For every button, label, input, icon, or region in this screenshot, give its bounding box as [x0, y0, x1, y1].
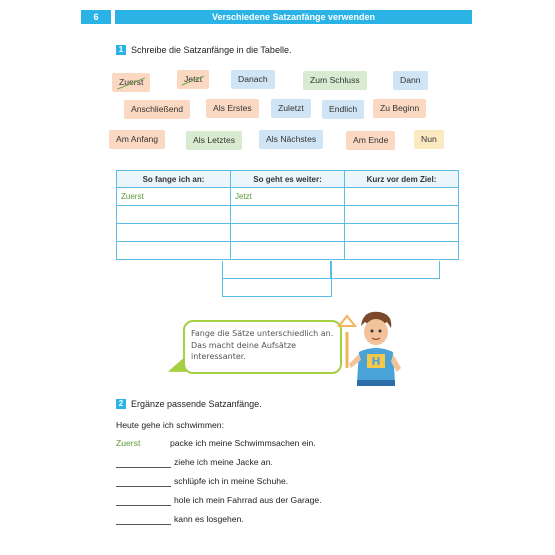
table-row — [117, 224, 459, 242]
page-title: Verschiedene Satzanfänge verwenden — [115, 10, 472, 24]
sentence-line: schlüpfe ich in meine Schuhe. — [174, 476, 289, 486]
word-chip[interactable]: Dann — [393, 71, 428, 90]
word-chip[interactable]: Am Ende — [346, 131, 395, 150]
word-chip[interactable]: Als Nächstes — [259, 130, 323, 149]
table-cell[interactable] — [222, 261, 332, 279]
answer-blank[interactable] — [116, 485, 171, 487]
table-row — [117, 242, 459, 260]
word-chip[interactable]: Zum Schluss — [303, 71, 367, 90]
svg-text:H: H — [371, 355, 381, 368]
column-header-end: Kurz vor dem Ziel: — [345, 171, 459, 188]
word-chip[interactable]: Danach — [231, 70, 275, 89]
table-cell[interactable] — [117, 206, 231, 224]
table-cell[interactable] — [345, 188, 459, 206]
sorting-table — [116, 170, 459, 260]
sentence-line: ziehe ich meine Jacke an. — [174, 457, 273, 467]
word-chip[interactable]: Nun — [414, 130, 444, 149]
word-chip[interactable]: Als Erstes — [206, 99, 259, 118]
column-header-start: So fange ich an: — [117, 171, 231, 188]
sentence-line: packe ich meine Schwimmsachen ein. — [170, 438, 316, 448]
table-cell[interactable] — [231, 242, 345, 260]
word-chip[interactable]: Endlich — [322, 100, 364, 119]
table-row — [117, 206, 459, 224]
sample-answer: Zuerst — [116, 438, 141, 448]
table-row — [117, 188, 459, 206]
task-instruction: Ergänze passende Satzanfänge. — [131, 399, 262, 409]
table-cell[interactable] — [231, 224, 345, 242]
answer-blank[interactable] — [116, 523, 171, 525]
word-chip[interactable]: Jetzt — [177, 70, 209, 89]
table-cell[interactable]: Jetzt — [231, 188, 345, 206]
table-cell[interactable] — [330, 261, 440, 279]
word-chip[interactable]: Zuletzt — [271, 99, 311, 118]
tip-speech-bubble — [183, 320, 342, 374]
task-number: 2 — [116, 399, 126, 409]
word-chip[interactable]: Anschließend — [124, 100, 190, 119]
table-cell[interactable] — [345, 224, 459, 242]
task-instruction: Schreibe die Satzanfänge in die Tabelle. — [131, 45, 292, 55]
word-chip[interactable]: Am Anfang — [109, 130, 165, 149]
table-cell[interactable] — [117, 242, 231, 260]
page-number: 6 — [81, 10, 111, 24]
table-cell[interactable] — [117, 224, 231, 242]
column-header-middle: So geht es weiter: — [231, 171, 345, 188]
answer-blank[interactable] — [116, 466, 171, 468]
tip-text: Fange die Sätze unterschiedlich an. Das macht deine Aufsätze interessanter. — [191, 329, 334, 361]
task-2-heading — [116, 399, 262, 409]
word-chip[interactable]: Zuerst — [112, 73, 150, 92]
word-chip[interactable]: Zu Beginn — [373, 99, 426, 118]
table-cell[interactable] — [222, 279, 332, 297]
sentence-line: kann es losgehen. — [174, 514, 244, 524]
answer-blank[interactable] — [116, 504, 171, 506]
mascot-illustration — [333, 308, 413, 390]
table-cell[interactable] — [345, 206, 459, 224]
table-cell[interactable] — [231, 206, 345, 224]
table-cell[interactable] — [345, 242, 459, 260]
table-cell[interactable]: Zuerst — [117, 188, 231, 206]
task-number: 1 — [116, 45, 126, 55]
table-header-row — [117, 171, 459, 188]
task-1-heading — [116, 45, 291, 55]
sentence-line: hole ich mein Fahrrad aus der Garage. — [174, 495, 322, 505]
word-chip[interactable]: Als Letztes — [186, 131, 242, 150]
exercise-intro: Heute gehe ich schwimmen: — [116, 420, 224, 430]
